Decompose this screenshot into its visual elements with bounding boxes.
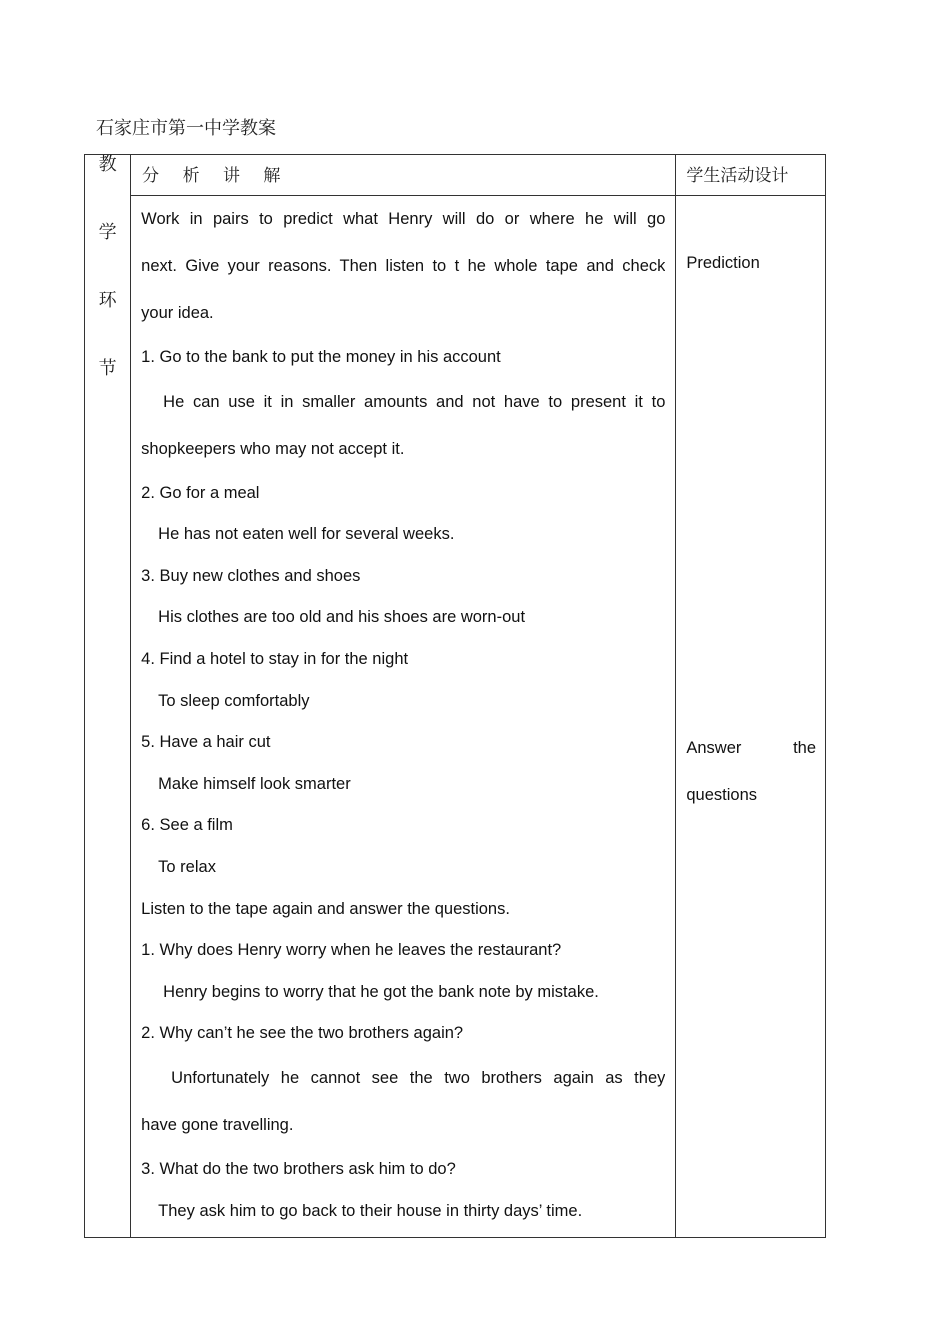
content-line: To relax [158, 857, 216, 876]
teaching-stage-cell [85, 155, 131, 1238]
analysis-header-char: 讲 [222, 166, 240, 186]
analysis-header [131, 155, 676, 196]
lesson-plan-table [84, 154, 826, 1238]
content-line: They ask him to go back to their house in thirty days’ time. [158, 1201, 583, 1220]
content-line: 1. Why does Henry worry when he leaves the restaurant? [141, 941, 562, 960]
content-line: 3. What do the two brothers ask him to do? [141, 1159, 456, 1178]
content-line: 1. Go to the bank to put the money in his account [141, 348, 501, 366]
content-line: 2. Why can’t he see the two brothers again? [141, 1024, 464, 1043]
stage-char: 节 [98, 358, 117, 379]
content-line: 2. Go for a meal [141, 483, 260, 502]
content-line: 3. Buy new clothes and shoes [141, 566, 361, 585]
content-line: Work in pairs to predict what Henry will do or where he will go [141, 210, 666, 228]
content-line: Listen to the tape again and answer the questions. [141, 899, 510, 918]
content-line: 5. Have a hair cut [141, 733, 271, 752]
activity-answer-word: Answer [686, 739, 742, 757]
content-line: 4. Find a hotel to stay in for the night [141, 649, 409, 668]
activity-answer-word: questions [686, 786, 758, 804]
student-activity-content [676, 196, 826, 1238]
content-line: He has not eaten well for several weeks. [158, 525, 455, 544]
analysis-header-char: 分 [142, 166, 160, 186]
content-line: Unfortunately he cannot see the two brothers again as they [171, 1068, 666, 1087]
content-line: Henry begins to worry that he got the bank note by mistake. [163, 982, 599, 1001]
content-line: shopkeepers who may not accept it. [141, 439, 405, 458]
content-line: next. Give your reasons. Then listen to t he whole tape and check [141, 257, 666, 275]
activity-answer-questions [686, 725, 816, 819]
teaching-stage-label [85, 155, 130, 427]
content-line: your idea. [141, 304, 214, 322]
activity-answer-word: the [793, 739, 816, 757]
content-line: He can use it in smaller amounts and not have to present it to [163, 392, 666, 411]
content-line: have gone travelling. [141, 1115, 294, 1134]
analysis-header-char: 解 [263, 166, 281, 186]
student-activity-header: 学生活动设计 [676, 155, 826, 196]
stage-char: 教 [98, 154, 117, 175]
page-header-title: 石家庄市第一中学教案 [96, 118, 276, 139]
content-line: His clothes are too old and his shoes are worn-out [158, 608, 526, 627]
content-line: To sleep comfortably [158, 691, 310, 710]
stage-char: 环 [98, 290, 117, 311]
content-line: 6. See a film [141, 816, 233, 835]
stage-char: 学 [98, 222, 117, 243]
content-line: Make himself look smarter [158, 774, 351, 793]
analysis-content [131, 196, 676, 1238]
activity-prediction: Prediction [686, 254, 760, 272]
analysis-header-char: 析 [182, 166, 200, 186]
